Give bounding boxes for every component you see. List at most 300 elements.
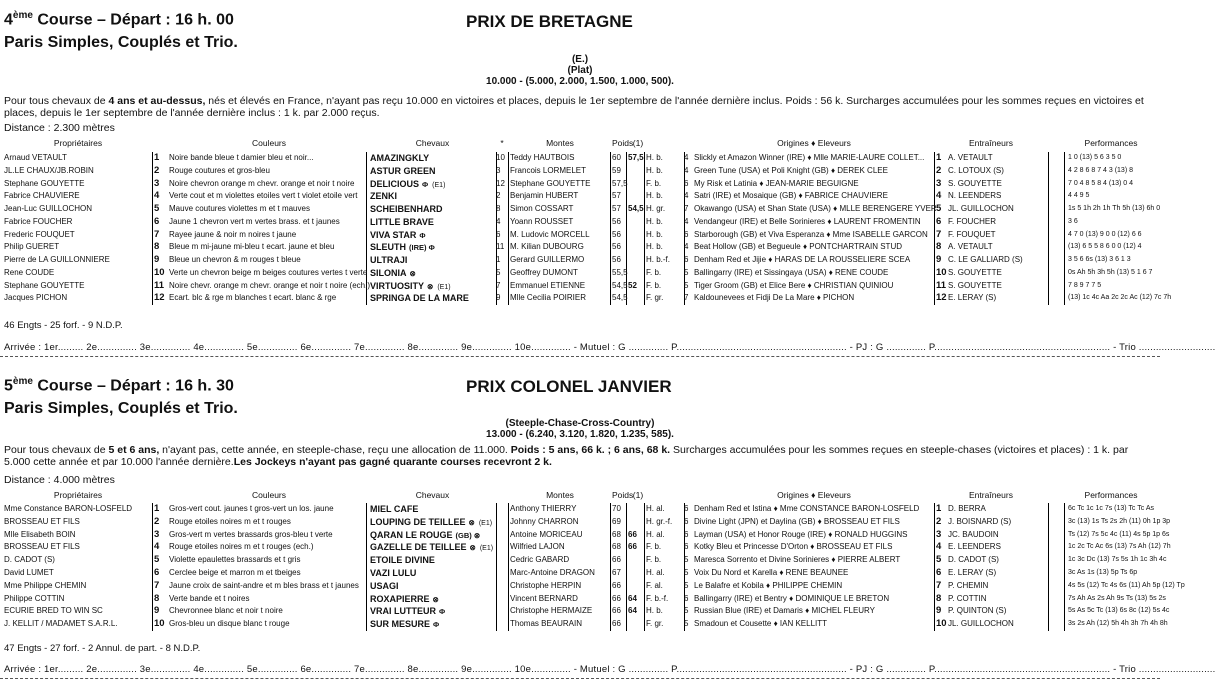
runner-jockey: Johnny CHARRON <box>510 516 579 526</box>
conditions-fragment: nés et élevés en France, n'ayant pas reçu 10.000 en victoires et places, depuis le 1er septembre de l'année dernière inclus. Poids : 56 k. Surcharges accumulées pour les sommes reçues en victoires et places, depuis le 1er septembre de l'année dernière inclus : 1 k. par 2.000 reçus. <box>4 95 1144 119</box>
race-number-suffix: ème <box>12 10 33 21</box>
runner-horse-name: ROXAPIERRE <box>370 593 430 604</box>
runner-horse-name: VIRTUOSITY <box>370 280 425 291</box>
runner-perf: 4 7 0 (13) 9 0 0 (12) 6 6 <box>1068 230 1142 238</box>
runner-sex: F. b. <box>646 267 662 277</box>
runner-horse <box>370 152 495 164</box>
runner-w2: 66 <box>628 529 637 539</box>
runner-origins: Denham Red et Istina ♦ Mme CONSTANCE BARON-LOSFELD <box>694 504 920 513</box>
runner-horse-name: LITTLE BRAVE <box>370 216 434 227</box>
race-heading <box>4 10 234 29</box>
runner-trainer: E. LERAY (S) <box>948 293 997 303</box>
runner-perf: 7 8 9 7 7 5 <box>1068 281 1102 289</box>
runner-w2: 57,5 <box>628 153 644 162</box>
runner-row <box>4 579 1185 592</box>
runner-num: 9 <box>154 254 160 265</box>
runner-w2: 66 <box>628 542 637 552</box>
runner-perf: 5s As 5c Tc (13) 6s 8c (12) 5s 4c <box>1068 607 1170 615</box>
runner-star: 2 <box>496 191 501 201</box>
runner-age: 6 <box>684 529 689 539</box>
runner-w: 66 <box>612 619 621 629</box>
runner-star: 7 <box>496 280 501 290</box>
runner-colors: Gros-vert m vertes brassards gros-bleu t verte <box>169 529 333 539</box>
runner-origins: Vendangeur (IRE) et Belle Sorinieres ♦ LAURENT FROMENTIN <box>694 216 921 226</box>
runner-colors: Ecart. blc & rge m blanches t ecart. blanc & rge <box>169 293 337 303</box>
race-number: 5 <box>4 377 13 395</box>
runner-owner: Frederic FOUQUET <box>4 229 75 239</box>
runner-age: 7 <box>684 204 689 213</box>
column-header-perf: Performances <box>1084 490 1138 500</box>
runner-row <box>4 203 1161 215</box>
runner-owner: BROSSEAU ET FILS <box>4 516 80 526</box>
runner-jockey: Cedric GABARD <box>510 555 570 565</box>
runner-num: 6 <box>154 215 160 227</box>
runner-origins: Tiger Groom (GB) et Elice Bere ♦ CHRISTIAN QUINIOU <box>694 280 894 290</box>
runner-tnum: 12 <box>936 292 947 304</box>
runner-mark: ⊗ <box>432 594 439 604</box>
conditions-fragment: n'ayant pas, cette année, en steeple-chase, reçu une allocation de 11.000. <box>159 444 511 456</box>
column-header-jockey: Montes <box>546 490 574 500</box>
runner-trainer: P. QUINTON (S) <box>948 606 1007 616</box>
runner-row <box>4 267 1152 279</box>
runners-table <box>4 503 1185 631</box>
race-entries-summary: 46 Engts - 25 forf. - 9 N.D.P. <box>4 320 123 331</box>
runner-horse <box>370 593 495 606</box>
runner-row <box>4 528 1170 541</box>
runner-tnum: 6 <box>936 567 942 578</box>
runner-age: 6 <box>684 542 689 552</box>
runner-num: 2 <box>154 515 160 527</box>
runner-perf: 1c 2c Tc Ac 6s (13) 7s Ah (12) 7h <box>1068 543 1171 551</box>
runner-owner: Stephane GOUYETTE <box>4 178 85 188</box>
runner-jockey: Geoffrey DUMONT <box>510 267 578 277</box>
runner-tnum: 11 <box>936 279 947 291</box>
runner-horse-name: QARAN LE ROUGE <box>370 529 453 540</box>
conditions-fragment: Pour tous chevaux de <box>4 95 109 107</box>
runner-jockey: Stephane GOUYETTE <box>510 178 591 188</box>
runner-owner: Philippe COTTIN <box>4 593 65 603</box>
runner-perf: 3 6 <box>1068 217 1078 225</box>
runner-w: 54,5 <box>612 280 628 290</box>
runner-perf: 3s 2s Ah (12) 5h 4h 3h 7h 4h 8h <box>1068 620 1168 628</box>
runner-star: 9 <box>496 293 501 303</box>
runner-origins: Divine Light (JPN) et Daylina (GB) ♦ BROSSEAU ET FILS <box>694 516 900 526</box>
runner-tnum: 8 <box>936 592 942 604</box>
runner-w: 57 <box>612 204 621 213</box>
runner-w: 57 <box>612 191 621 201</box>
runner-star: 1 <box>496 255 501 264</box>
runner-owner: Jean-Luc GUILLOCHON <box>4 204 93 213</box>
runner-star: 8 <box>496 204 501 213</box>
runner-perf: (13) 1c 4c Aa 2c 2c Ac (12) 7c 7h <box>1068 294 1172 302</box>
runner-owner: J. KELLIT / MADAMET S.A.R.L. <box>4 619 118 629</box>
runner-owner: Rene COUDE <box>4 267 55 277</box>
runner-horse-name: GAZELLE DE TEILLEE <box>370 542 467 553</box>
runner-horse <box>370 229 495 242</box>
runner-row <box>4 503 1152 515</box>
runner-origins: My Risk et Latinia ♦ JEAN-MARIE BEGUIGNE <box>694 178 859 188</box>
runner-tnum: 1 <box>936 152 942 163</box>
runner-owner: David LUMET <box>4 568 54 577</box>
runner-jockey: Gerard GUILLERMO <box>510 255 585 264</box>
runner-horse <box>370 605 495 618</box>
runner-mark: Φ <box>419 230 426 240</box>
runner-row <box>4 165 1152 177</box>
runner-colors: Gros-bleu un disque blanc t rouge <box>169 619 290 629</box>
runner-star: 12 <box>496 178 505 188</box>
runner-num: 4 <box>154 190 160 202</box>
race-number-suffix: ème <box>12 376 33 387</box>
runner-num: 2 <box>154 164 160 176</box>
runner-age: 5 <box>684 568 689 577</box>
runner-age: 6 <box>684 255 689 264</box>
runner-colors: Rouge coutures et gros-bleu <box>169 165 270 175</box>
runner-perf: 4 4 9 5 <box>1068 192 1090 200</box>
runners-table <box>4 152 1172 305</box>
runner-row <box>4 605 1170 617</box>
runner-mark: ⊗ <box>409 268 416 278</box>
runner-sex: H. b. <box>646 191 663 201</box>
runner-perf: Ts (12) 7s 5c 4c (11) 4s 5p 1p 6s <box>1068 530 1170 538</box>
runner-horse-name: SLEUTH <box>370 242 406 253</box>
column-header-owner: Propriétaires <box>53 490 103 500</box>
runner-age: 4 <box>684 242 689 252</box>
runner-jockey: M. Ludovic MORCELL <box>510 229 590 239</box>
race-bet-types: Paris Simples, Couplés et Trio. <box>4 34 238 51</box>
runner-horse-name: USAGI <box>370 580 399 591</box>
runner-origins: Okawango (USA) et Shan State (USA) ♦ MLLE BERENGERE YVER <box>694 204 937 213</box>
runner-age: 6 <box>684 593 689 603</box>
runner-sex: H. gr. <box>646 204 666 213</box>
runner-num: 1 <box>154 503 160 514</box>
race-title: PRIX COLONEL JANVIER <box>466 377 672 396</box>
runner-perf: 1 0 (13) 5 6 3 5 0 <box>1068 154 1122 161</box>
runner-jockey: Francois LORMELET <box>510 165 587 175</box>
runner-origins: Smadoun et Cousette ♦ IAN KELLITT <box>694 619 828 629</box>
runner-w: 66 <box>612 593 621 603</box>
runner-horse-name: ULTRAJI <box>370 255 408 265</box>
runner-colors: Chevronnee blanc et noir t noire <box>169 606 283 616</box>
runner-sex: F. b. <box>646 178 662 188</box>
runner-row <box>4 254 1152 266</box>
runner-w2: 52 <box>628 280 637 290</box>
runner-origins: Kaldounevees et Fidji De La Mare ♦ PICHON <box>694 293 855 303</box>
runner-w2: 54,5 <box>628 204 644 213</box>
runner-perf: 0s Ah 5h 3h 5h (13) 5 1 6 7 <box>1068 268 1153 276</box>
runner-w2: 64 <box>628 593 637 603</box>
runner-stable-tag: (E1) <box>478 519 493 527</box>
runner-horse-name: SPRINGA DE LA MARE <box>370 293 469 304</box>
conditions-fragment: 5 et 6 ans, <box>108 444 160 456</box>
race-start-time: Course – Départ : 16 h. 00 <box>32 11 234 29</box>
runner-perf: 1s 5 1h 2h 1h Th 5h (13) 6h 0 <box>1068 205 1161 212</box>
runner-w: 66 <box>612 580 621 590</box>
runner-jockey: Antoine MORICEAU <box>510 529 583 539</box>
runner-colors: Violette epaulettes brassards et t gris <box>169 555 301 565</box>
runner-jockey: Simon COSSART <box>510 204 574 213</box>
runner-row <box>4 515 1171 528</box>
runner-jockey: Yoann ROUSSET <box>510 216 574 226</box>
runner-age: 6 <box>684 178 689 188</box>
runner-age: 4 <box>684 191 689 201</box>
runner-jockey: Benjamin HUBERT <box>510 191 579 201</box>
runner-tnum: 2 <box>936 164 942 176</box>
conditions-fragment: Les Jockeys n'ayant pas gagné quarante courses recevront 2 k. <box>233 456 552 468</box>
column-header-perf: Performances <box>1084 138 1138 148</box>
runner-horse-name: ETOILE DIVINE <box>370 555 435 566</box>
runner-origins: Layman (USA) et Honor Rouge (IRE) ♦ RONALD HUGGINS <box>694 529 908 539</box>
runner-trainer: D. CADOT (S) <box>948 555 999 565</box>
runner-colors: Rouge etoiles noires m et t rouges (ech.) <box>169 542 314 552</box>
runner-tnum: 5 <box>936 554 942 566</box>
conditions-fragment: Pour tous chevaux de <box>4 444 109 456</box>
column-header-horse: Chevaux <box>415 138 450 148</box>
runner-owner: Philip GUERET <box>4 242 60 252</box>
runner-trainer: E. LERAY (S) <box>948 568 997 577</box>
runner-row <box>4 178 1152 190</box>
runner-colors: Verte un chevron beige m beiges coutures vertes t verte <box>169 267 368 277</box>
runner-sex: H. al. <box>646 568 665 577</box>
runner-origins: Maresca Sorrento et Divine Sorinieres ♦ PIERRE ALBERT <box>694 555 901 565</box>
runner-horse-name: DELICIOUS <box>370 178 420 189</box>
runner-jockey: Vincent BERNARD <box>510 593 578 603</box>
column-header-owner: Propriétaires <box>53 138 103 148</box>
runner-horse-name: LOUPING DE TEILLEE <box>370 516 466 527</box>
runner-sex: H. gr.-f. <box>646 516 673 526</box>
runner-tnum: 10 <box>936 266 947 278</box>
runner-tnum: 4 <box>936 190 942 202</box>
runner-jockey: Anthony THIERRY <box>510 504 577 513</box>
runner-perf: 3 5 6 6s (13) 3 6 1 3 <box>1068 256 1131 263</box>
runner-colors: Rayee jaune & noir m noires t jaune <box>169 229 297 239</box>
runner-trainer: A. VETAULT <box>948 153 993 162</box>
runner-trainer: S. GOUYETTE <box>948 178 1002 188</box>
race-prize-line: (Steeple-Chase-Cross-Country) <box>505 418 655 429</box>
runner-sex: F. b. <box>646 280 662 290</box>
runner-stable-tag: (E1) <box>432 181 446 189</box>
runner-owner: Arnaud VETAULT <box>4 153 67 162</box>
runner-row <box>4 280 1152 292</box>
runner-num: 4 <box>154 541 160 553</box>
runner-age: 4 <box>684 165 689 175</box>
runner-owner: Jacques PICHON <box>4 293 68 303</box>
runner-w: 68 <box>612 529 621 539</box>
runner-origins: Russian Blue (IRE) et Damaris ♦ MICHEL FLEURY <box>694 606 876 616</box>
column-header-colors: Couleurs <box>251 490 287 500</box>
runner-horse-name: SILONIA <box>370 267 407 278</box>
runner-age: 5 <box>684 280 689 290</box>
runner-sex: F. b.-f. <box>646 593 669 603</box>
runner-owner: Stephane GOUYETTE <box>4 280 85 290</box>
runner-origins: Satri (IRE) et Mosaique (GB) ♦ FABRICE CHAUVIERE <box>694 191 888 201</box>
runner-num: 11 <box>154 279 165 291</box>
runner-origins: Beat Hollow (GB) et Begueule ♦ PONTCHARTRAIN STUD <box>694 242 902 252</box>
runner-owner: ECURIE BRED TO WIN SC <box>4 606 103 616</box>
runner-sex: F. b. <box>646 555 662 565</box>
runner-w: 56 <box>612 216 621 226</box>
runner-row <box>4 292 1172 304</box>
conditions-fragment: Surcharges accumulées pour les sommes reçues en steeple-chases (victoires et places) : 1 k. par 5.000 cette année et par 10.000 l'année dernière. <box>4 444 1129 468</box>
runner-age: 5 <box>684 555 689 565</box>
column-header-weight: Poids <box>612 490 634 500</box>
runner-num: 8 <box>154 241 160 253</box>
runner-origins: Ballingarry (IRE) et Sissingaya (USA) ♦ RENE COUDE <box>694 267 889 277</box>
runner-trainer: JL. GUILLOCHON <box>948 204 1014 213</box>
runner-row <box>4 190 1152 202</box>
runner-trainer: P. CHEMIN <box>948 580 989 590</box>
race-heading <box>4 376 234 395</box>
runner-horse-name: AMAZINGKLY <box>370 153 430 163</box>
runner-row <box>4 554 1167 566</box>
runner-w: 66 <box>612 606 621 616</box>
runner-owner: Mlle Elisabeth BOIN <box>4 529 76 539</box>
runner-sex: F. al. <box>646 580 663 590</box>
runner-horse <box>370 267 495 280</box>
runner-jockey: M. Kilian DUBOURG <box>510 242 584 252</box>
runner-sex: F. gr. <box>646 619 664 629</box>
section-divider <box>0 356 1160 357</box>
runner-tnum: 9 <box>936 254 942 265</box>
runner-colors: Jaune croix de saint-andre et m bles brass et t jaunes <box>169 580 359 590</box>
runner-jockey: Marc-Antoine DRAGON <box>510 568 595 577</box>
runner-tnum: 2 <box>936 515 942 527</box>
runner-num: 7 <box>154 579 160 591</box>
runner-jockey: Teddy HAUTBOIS <box>510 153 575 162</box>
runner-horse <box>370 165 495 177</box>
runner-w: 70 <box>612 504 621 513</box>
runner-colors: Bleue m mi-jaune mi-bleu t ecart. jaune et bleu <box>169 242 335 252</box>
runner-origins: Le Balafre et Kobila ♦ PHILIPPE CHEMIN <box>694 580 843 590</box>
runner-age: 5 <box>684 606 689 616</box>
arrival-results-line: Arrivée : 1er......... 2e.............. 3e.............. 4e.............. 5e.............. 6e.............. 7e.............. 8e.............. 9e.............. 10e.............. - Mutuel : G .............. P............................................................ - PJ : G .............. P.............................................................. - Trio ........................... <box>4 664 1215 675</box>
runner-perf: 4 2 8 6 8 7 4 3 (13) 8 <box>1068 166 1133 174</box>
arrival-results-line: Arrivée : 1er......... 2e.............. 3e.............. 4e.............. 5e.............. 6e.............. 7e.............. 8e.............. 9e.............. 10e.............. - Mutuel : G .............. P............................................................ - PJ : G .............. P.............................................................. - Trio ........................... <box>4 342 1215 353</box>
runner-tnum: 5 <box>936 203 942 214</box>
runner-w: 54,5 <box>612 293 628 303</box>
runner-num: 3 <box>154 528 160 540</box>
runner-age: 6 <box>684 229 689 239</box>
section-divider <box>0 678 1160 679</box>
runner-age: 6 <box>684 504 689 513</box>
runner-trainer: F. FOUCHER <box>948 216 996 226</box>
runner-star: 6 <box>496 229 501 239</box>
runner-star: 10 <box>496 153 505 162</box>
runner-age: 5 <box>684 267 689 277</box>
runner-w: 68 <box>612 542 621 552</box>
race-bet-types: Paris Simples, Couplés et Trio. <box>4 400 238 417</box>
runner-w: 60 <box>612 153 621 162</box>
runner-horse-name: ASTUR GREEN <box>370 165 436 176</box>
runner-owner: Fabrice FOUCHER <box>4 216 73 226</box>
runner-trainer: A. VETAULT <box>948 242 993 252</box>
runner-trainer: N. LEENDERS <box>948 191 1002 201</box>
runner-horse <box>370 241 495 254</box>
runner-mark: (IRE) Φ <box>409 243 435 253</box>
column-header-trainer: Entraîneurs <box>969 138 1013 148</box>
runner-row <box>4 229 1152 241</box>
runner-num: 6 <box>154 567 160 578</box>
runner-perf: 3c (13) 1s Ts 2s 2h (11) 0h 1p 3p <box>1068 517 1171 525</box>
runner-perf: 4s 5s (12) Tc 4s 6s (11) Ah 5p (12) Tp <box>1068 581 1185 589</box>
runner-mark: Φ <box>433 620 440 630</box>
runner-stable-tag: (E1) <box>437 283 451 291</box>
runner-owner: Pierre de LA GUILLONNIERE <box>4 255 110 264</box>
runner-w: 69 <box>612 516 621 526</box>
runner-w: 59 <box>612 165 621 175</box>
race-prize-line: 10.000 - (5.000, 2.000, 1.500, 1.000, 500). <box>486 76 674 87</box>
runner-mark: ⊗ <box>427 281 434 291</box>
runner-jockey: Christophe HERPIN <box>510 580 582 590</box>
runner-age: 4 <box>684 216 689 226</box>
runner-horse-name: SUR MESURE <box>370 619 431 630</box>
runner-sex: H. b. <box>646 242 663 252</box>
race-distance: Distance : 2.300 mètres <box>4 122 115 134</box>
runner-trainer: JC. BAUDOIN <box>948 529 999 539</box>
column-header-one: (1) <box>632 490 644 500</box>
runner-jockey: Thomas BEAURAIN <box>510 619 583 629</box>
runner-row <box>4 152 1152 164</box>
runner-horse <box>370 190 495 202</box>
runner-colors: Noire chevr. orange m chevr. orange et noir t noire (ech.) <box>169 280 370 290</box>
runner-tnum: 10 <box>936 618 947 630</box>
runner-trainer: D. BERRA <box>948 504 986 513</box>
runner-w: 67 <box>612 568 621 577</box>
runner-trainer: C. LE GALLIARD (S) <box>948 255 1023 264</box>
runner-horse-name: VAZI LULU <box>370 568 417 578</box>
column-header-origins: Origines ♦ Eleveurs <box>777 138 851 148</box>
runner-age: 7 <box>684 293 689 303</box>
runner-horse-name: ZENKI <box>370 191 397 202</box>
runner-horse <box>370 618 495 631</box>
runner-w: 56 <box>612 229 621 239</box>
runner-origins: Kotky Bleu et Princesse D'Orton ♦ BROSSEAU ET FILS <box>694 542 893 552</box>
runner-origins: Starborough (GB) et Viva Esperanza ♦ Mme ISABELLE GARCON <box>694 229 928 239</box>
runner-origins: Slickly et Amazon Winner (IRE) ♦ Mlle MARIE-LAURE COLLET... <box>694 153 925 162</box>
runner-tnum: 3 <box>936 177 942 189</box>
runner-tnum: 3 <box>936 528 942 540</box>
runner-jockey: Emmanuel ETIENNE <box>510 280 586 290</box>
runner-num: 8 <box>154 592 160 604</box>
runner-colors: Jaune 1 chevron vert m vertes brass. et t jaunes <box>169 216 340 226</box>
runner-row <box>4 618 1168 630</box>
runner-sex: F. b. <box>646 542 662 552</box>
runner-age: 4 <box>684 153 689 162</box>
runner-stable-tag: (E1) <box>479 545 494 553</box>
runner-sex: H. al. <box>646 529 665 539</box>
runner-tnum: 1 <box>936 503 942 514</box>
runner-tnum: 9 <box>936 605 942 617</box>
runner-star: 4 <box>496 216 501 226</box>
runner-colors: Verte bande et t noires <box>169 593 250 603</box>
runner-origins: Green Tune (USA) et Poli Knight (GB) ♦ DEREK CLEE <box>694 165 888 175</box>
runner-tnum: 7 <box>936 579 942 591</box>
runner-horse <box>370 554 495 566</box>
runner-jockey: Mlle Cecilia POIRIER <box>510 293 587 303</box>
runner-sex: H. al. <box>646 504 665 513</box>
race-prize-line: (E.) <box>571 54 589 65</box>
runner-star: 3 <box>496 165 501 175</box>
runner-horse <box>370 254 495 266</box>
runner-jockey: Christophe HERMAIZE <box>510 606 593 616</box>
runner-num: 5 <box>154 554 160 566</box>
runner-w2: 64 <box>628 606 637 616</box>
runner-row <box>4 567 1152 579</box>
runner-star: 11 <box>496 242 505 252</box>
runner-mark: Φ <box>422 179 429 189</box>
runner-w: 66 <box>612 555 621 565</box>
runner-w: 56 <box>612 242 621 252</box>
runner-tnum: 6 <box>936 215 942 227</box>
